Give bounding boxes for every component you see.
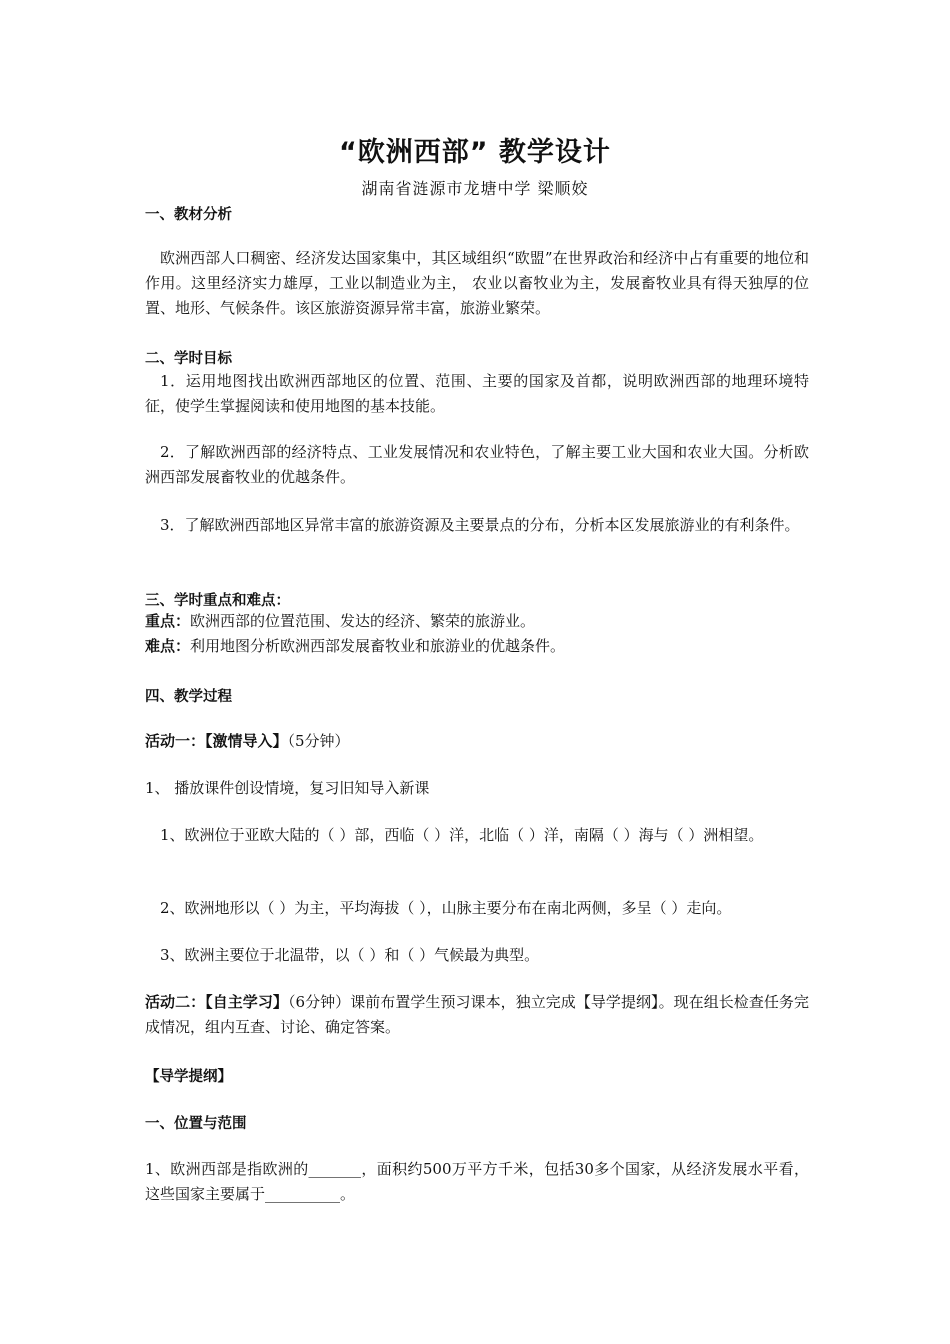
outline-heading: 【导学提纲】 bbox=[145, 1069, 232, 1085]
review-question-1: 1、欧洲位于亚欧大陆的（ ）部，西临（ ）洋，北临（ ）洋，南隔（ ）海与（ ）洲相望。 bbox=[160, 826, 764, 844]
activity-1-label: 活动一：【激情导入】 bbox=[145, 732, 288, 750]
section-heading-material-analysis: 一、教材分析 bbox=[145, 207, 232, 223]
activity-2-label: 活动二：【自主学习】 bbox=[145, 993, 288, 1011]
section-heading-key-points: 三、学时重点和难点： bbox=[145, 593, 290, 609]
author-line: 湖南省涟源市龙塘中学 梁顺姣 bbox=[361, 179, 589, 198]
activity-1-line bbox=[145, 729, 809, 754]
goal-item-3: 3．了解欧洲西部地区异常丰富的旅游资源及主要景点的分布，分析本区发展旅游业的有利条件。 bbox=[160, 516, 800, 534]
section-heading-goals: 二、学时目标 bbox=[145, 351, 232, 367]
section-heading-process: 四、教学过程 bbox=[145, 689, 232, 705]
material-analysis-paragraph: 欧洲西部人口稠密、经济发达国家集中，其区域组织“欧盟”在世界政治和经济中占有重要的地位和作用。这里经济实力雄厚，工业以制造业为主， 农业以畜牧业为主，发展畜牧业具有得天独厚的位置、地形、气候条件。该区旅游资源异常丰富，旅游业繁荣。 bbox=[145, 249, 809, 317]
difficulty-line bbox=[145, 634, 809, 659]
position-question-1: 1、欧洲西部是指欧洲的_______，面积约500万平方千米，包括30多个国家，从经济发展水平看，这些国家主要属于__________。 bbox=[145, 1160, 809, 1203]
activity-1-time: （5分钟） bbox=[287, 732, 350, 750]
difficulty-label: 难点： bbox=[145, 637, 191, 655]
key-point-text: 欧洲西部的位置范围、发达的经济、繁荣的旅游业。 bbox=[190, 612, 536, 630]
goal-item-2: 2．了解欧洲西部的经济特点、工业发展情况和农业特色，了解主要工业大国和农业大国。分析欧洲西部发展畜牧业的优越条件。 bbox=[145, 443, 809, 486]
activity-2-text: （6分钟）课前布置学生预习课本，独立完成【导学提纲】。现在组长检查任务完成情况，组内互查、讨论、确定答案。 bbox=[145, 993, 809, 1036]
document-title: “欧洲西部” 教学设计 bbox=[339, 137, 611, 168]
position-heading: 一、位置与范围 bbox=[145, 1116, 247, 1132]
activity-2-paragraph bbox=[145, 990, 809, 1040]
step-1: 1、 播放课件创设情境，复习旧知导入新课 bbox=[145, 779, 430, 797]
key-point-label: 重点： bbox=[145, 612, 191, 630]
review-question-2: 2、欧洲地形以（ ）为主，平均海拔（ ），山脉主要分布在南北两侧，多呈（ ）走向。 bbox=[160, 899, 732, 917]
difficulty-text: 利用地图分析欧洲西部发展畜牧业和旅游业的优越条件。 bbox=[190, 637, 566, 655]
goal-item-1: 1．运用地图找出欧洲西部地区的位置、范围、主要的国家及首都，说明欧洲西部的地理环境特征，使学生掌握阅读和使用地图的基本技能。 bbox=[145, 372, 809, 415]
review-question-3: 3、欧洲主要位于北温带，以（ ）和（ ）气候最为典型。 bbox=[160, 946, 540, 964]
key-point-line bbox=[145, 609, 809, 634]
